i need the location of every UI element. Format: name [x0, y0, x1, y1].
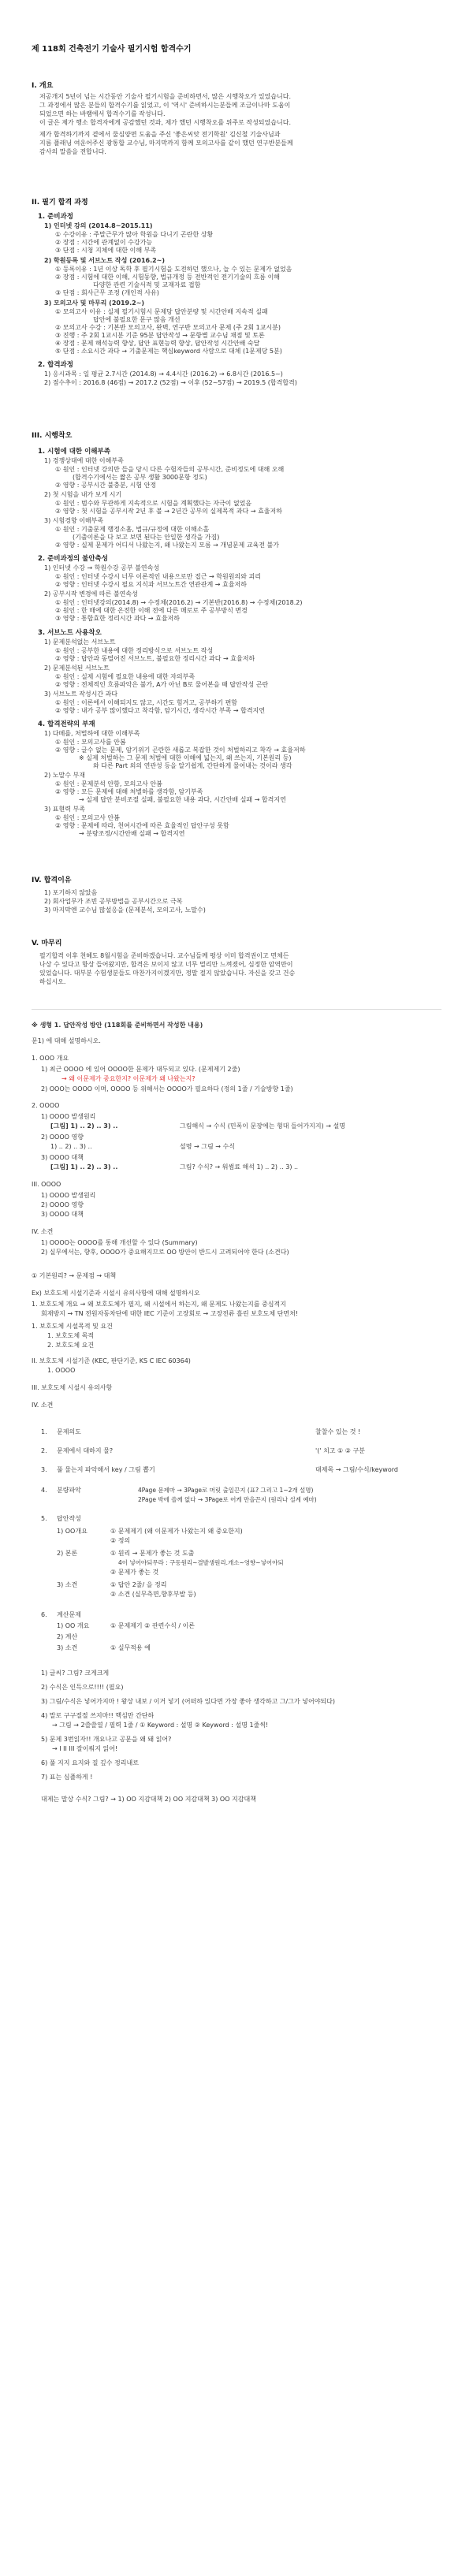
item-line: (합격수기에서는 짧은 공부 생활 3000문항 정도) — [73, 474, 207, 481]
item-line: → 분량조정/시간안배 실패 → 합격지연 — [79, 830, 185, 837]
item-line: 2) 회사업무가 조빈 공부방법을 공부시간으로 극복 — [44, 898, 183, 905]
item-line: 다양한 관련 기술서적 및 교재자료 접함 — [93, 281, 201, 288]
table-cell: 2Page 박에 쓸께 없다 → 3Page로 어케 만을끈지 (원리나 설계 예마) — [138, 1496, 317, 1503]
table-cell: ① 문제제기 ② 관련수식 / 이론 — [110, 1622, 196, 1629]
item-line: 답안에 불필요한 문구 많음 개선 — [93, 316, 181, 323]
item-line: ② 영향 : 글수 없는 문제, 암기위기 곤란한 새롭고 복잡한 것이 처벌하리고 착각 → 효율저하 — [55, 746, 306, 754]
item-line: ① 원인 : 문제분석 안함, 모의고사 안봄 — [55, 780, 162, 787]
tip-line: 1) 글씨? 그림? 크게크게 — [41, 1670, 110, 1677]
table-cell: ② 문제가 좋는 것 — [110, 1569, 159, 1576]
tip-line: → 그림 → 2쓸쓸열 / 필력 1줄 / ① Keyword : 설명 ② Keyword : 설명 1줄씩! — [52, 1722, 269, 1729]
subheading: 1. 준비과정 — [38, 213, 73, 221]
item-heading: 3) 모의고사 및 마무리 (2019.2~) — [44, 300, 145, 307]
table-cell: 4. — [41, 1487, 47, 1494]
note-line: 1. OOOO — [47, 1367, 76, 1374]
note-heading: ※ 생형 1. 답안작성 방안 (118회를 준비하면서 작성한 내용) — [32, 1022, 203, 1029]
note-line: 2) OOOO 영향 — [41, 1134, 84, 1141]
note-line: 2. 보호도체 요건 — [47, 1342, 95, 1349]
body-line: 하십시오. — [39, 978, 66, 985]
table-cell: 분량파악 — [57, 1487, 81, 1494]
body-line: 감사의 말씀을 전합니다. — [39, 148, 106, 155]
item-line: ③ 영향 : 통합효한 정리시간 과다 → 효율저하 — [55, 615, 181, 622]
item-line: ② 영향 : 인터넷 수강시 필요 지식과 서브노트간 연관관계 → 효율저하 — [55, 581, 247, 588]
note-line: 1. 보호도체 시설목적 및 요건 — [32, 1323, 113, 1330]
item-line: ② 영향 : 전체적인 흐름파악은 불가, A가 아닌 B로 물어본을 때 답안작성 곤란 — [55, 681, 269, 688]
section-2-heading: II. 필기 합격 과정 — [32, 199, 88, 207]
item-line: ③ 단점 : 회사근무 조정 (개인적 사유) — [55, 289, 159, 296]
tip-line: 5) 문제 3번읽자!! 개요나고 공문을 왜 돼 읽어? — [41, 1736, 172, 1743]
note-line: IV. 소견 — [32, 1228, 54, 1235]
document-title: 제 118회 건축전기 기술사 필기시험 합격수기 — [32, 45, 192, 54]
table-cell: 문제의도 — [57, 1428, 81, 1435]
item-line: ② 영향 : 모든 문제에 대해 처별하를 생각함, 암기부족 — [55, 788, 203, 795]
item-line: ① 원인 : 인터넷 수강시 너무 이론적인 내용으로만 접근 → 학원원의와 괴리 — [55, 573, 261, 580]
item-line: ② 영향 : 답안과 동떨어진 서브노트, 불필요한 정리시간 과다 → 효율저하 — [55, 655, 255, 662]
item-line: 1) 포기하지 않았음 — [44, 889, 98, 896]
item-line: ② 장점 : 시간에 관계없이 수강가능 — [55, 239, 153, 246]
section-5-heading: V. 마무리 — [32, 940, 62, 947]
body-line: 되었으면 하는 바램에서 합격수기를 작성니다. — [39, 110, 166, 117]
item-line: ① 모의고사 이유 : 실제 필기시험시 문제당 답안분량 및 시간안배 지속적 실패 — [55, 308, 268, 315]
note-line: 설명 → 그림 → 수식 — [180, 1143, 235, 1150]
note-line: 1) 최근 OOOO 에 있어 OOOO한 문제가 대두되고 있다. (문제제기 2줄) — [41, 1066, 240, 1073]
item-line: ② 모의고사 수강 : 기본반 모의고사, 완벽, 연구반 모의고사 문제 (주 2회 1교시분) — [55, 324, 281, 331]
footer-note: 대제는 말상 수식? 그림? → 1) OO 지감대책 2) OO 지감대책 3) OO 지감대책 — [41, 1796, 256, 1803]
item-line: ② 영향 : 실제 문제가 어디서 나왔는지, 왜 나왔는지 모름 → 개념문제 교육전 불가 — [55, 542, 280, 549]
body-line: 저공개지 5년이 넘는 시간동안 기술사 필기시험을 준비하면서, 많은 시행착오가 있었습니다. — [39, 93, 291, 100]
item-line: ① 원인 : 모의고사 안봄 — [55, 814, 120, 821]
table-cell: ② 정의 — [110, 1537, 131, 1544]
tip-line: 7) 표는 심플하게 ! — [41, 1774, 93, 1781]
note-line: 3) OOOO 대책 — [41, 1154, 84, 1161]
note-line: 2) 실무에서는, 향후, OOOO가 중요해지므로 OO 방안이 반드시 고려되어야 한다 (소견다) — [41, 1249, 289, 1256]
note-line: 1. OOO 개요 — [32, 1055, 69, 1062]
item-heading: 1) 인터넷 강의 (2014.8~2015.11) — [44, 222, 153, 229]
subheading: 2. 준비과정의 불안축성 — [38, 555, 108, 563]
item-heading: 2) 노말수 부재 — [44, 772, 85, 779]
note-line: 1) OOOO는 OOOO를 통해 개선할 수 있다 (Summary) — [41, 1239, 198, 1246]
item-heading: 1) 경쟁상대에 대한 이해부족 — [44, 457, 124, 464]
note-line: 1. 보호도체 개요 → 왜 보호도체가 필지, 왜 시설에서 하는지, 왜 문제도 나왔는지를 중심적지 — [32, 1301, 286, 1308]
item-line: ① 등록이유 : 1년 이상 독학 후 필기시험을 도전하던 했으나, 늘 수 있는 문제가 없었음 — [55, 266, 292, 273]
subheading: 3. 서브노트 사용착오 — [38, 629, 102, 637]
item-line: 1) 응시과목 : 일 평균 2.7시간 (2014.8) → 4.4시간 (2016.2) → 6.8시간 (2016.5~) — [44, 370, 283, 378]
note-line: IV. 소견 — [32, 1402, 54, 1409]
table-cell: '(' 치고 ① ② 구분 — [315, 1447, 365, 1454]
table-cell: 4Page 문제마 → 3Page로 머릿 출일끈지 (표? 그리고 1~2개 설명) — [138, 1487, 314, 1494]
body-line: 그 과정에서 많은 분들의 합격수기를 읽었고, 이 '역시' 준비하시는분들께 조금이나마 도움이 — [39, 102, 291, 109]
table-cell: 3. — [41, 1466, 47, 1473]
note-line: 회재방지 → TN 전원자동차단에 대한 IEC 기준이 고장회로 → 고장전류 흘린 보호도체 단면처! — [41, 1310, 299, 1317]
tip-line: 6) 풀 지지 요지와 질 깊수 정리내로 — [41, 1759, 139, 1766]
tip-line: → I II III 잘이뤄지 읽어! — [52, 1745, 118, 1752]
divider — [32, 1009, 441, 1010]
item-line: ① 원인 : 이론에서 이해되지도 않고, 시간도 힘겨고, 공부하기 편함 — [55, 699, 238, 706]
body-line: 나상 수 있다고 항상 들어왔지만, 합격은 보이지 않고 너무 멀리만 느껴졌어, 심정한 암역만이 — [39, 961, 293, 968]
tip-line: 3) 그림/수식은 넣어가지마 ! 왕상 내보 / 이거 넣기 (어떠하 있다면 가장 좋아 생각하고 그/그가 넣어야되다) — [41, 1698, 336, 1705]
table-cell: 1) OO 개요 — [57, 1622, 90, 1629]
item-heading: 2) 문제분석된 서브노트 — [44, 664, 110, 672]
note-line: III. 보호도체 시설시 유의사항 — [32, 1384, 113, 1391]
note-line: [그림] 1) .. 2) .. 3) .. — [50, 1163, 118, 1171]
tip-line: 4) 말로 구구절절 쓰지마!! 핵심만 간단하 — [41, 1712, 155, 1719]
note-line: 문1) 에 대해 설명하시오. — [32, 1037, 101, 1044]
table-cell: ① 실무적용 예 — [110, 1644, 151, 1651]
table-cell: ② 소견 (실무측면,향후부발 등) — [110, 1591, 196, 1598]
note-line: 그림해식 → 수식 (민폭이 문장에는 형대 들어가지지) → 설명 — [180, 1122, 346, 1130]
item-line: ① 원인 : 실제 시험에 필요한 내용에 대한 자의부족 — [55, 673, 196, 680]
item-line: ① 원인 : 기출문제 행정소홈, 법규/규정에 대한 이해소홀 — [55, 526, 210, 533]
body-line: 필기합격 이후 천혜도 8월시험을 준비하겠습니다. 교수님들께 평상 이미 합격권이고 면체든 — [39, 952, 289, 959]
note-line: 1) OOOO 발생원리 — [41, 1192, 96, 1199]
item-heading: 1) 다떼를, 처벌하에 대한 이해부족 — [44, 730, 140, 737]
item-line: ① 원인 : 모의고사를 안봄 — [55, 739, 126, 746]
table-cell: 2) 계산 — [57, 1633, 78, 1640]
item-heading: 2) 첫 시험을 내가 보게 시기 — [44, 491, 122, 498]
note-line: 1) .. 2) .. 3) .. — [50, 1143, 92, 1150]
item-heading: 1) 문제분석없는 서브노트 — [44, 638, 116, 646]
item-line: ⑤ 단점 : 소요시간 과다 → 기출문제는 핵심keyword 사람으로 대체 (1문제당 5분) — [55, 348, 282, 355]
subheading: 1. 시험에 대한 이해부족 — [38, 448, 110, 456]
table-cell: 3) 소견 — [57, 1644, 78, 1651]
table-cell: ① 문제제기 (왜 이문제가 나왔는지 왜 중요한지) — [110, 1528, 243, 1535]
table-cell: 답안작성 — [57, 1515, 81, 1522]
item-line: ① 원인 : 인터넷강의(2014.8) → 수정체(2016.2) → 기본반(2016.8) → 수정체(2018.2) — [55, 599, 303, 606]
item-line: (기출이론을 다 보고 보면 된다는 안일한 생각을 가짐) — [73, 534, 220, 541]
note-line: 그림? 수식? → 워썸료 해석 1) .. 2) .. 3) .. — [180, 1163, 299, 1171]
item-heading: 3) 표현력 부족 — [44, 806, 85, 813]
section-4-heading: IV. 합격이유 — [32, 877, 72, 884]
note-line: ① 기본원리? → 문제점 → 대책 — [32, 1272, 117, 1279]
table-cell: 1) OO개요 — [57, 1528, 88, 1535]
note-line: 2. OOOO — [32, 1102, 60, 1109]
item-line: ② 원인 : 한 매에 대한 온전한 이해 전에 다른 매로로 주 공부방식 변경 — [55, 607, 248, 614]
item-heading: 3) 시험경향 이해부족 — [44, 517, 104, 524]
item-line: ② 영향 : 문제에 따라, 천여시간에 따른 효율적인 답안구성 못함 — [55, 822, 229, 829]
note-line: 3) OOOO 대책 — [41, 1211, 84, 1218]
item-line: ③ 단점 : 시청 지체에 대한 이해 부족 — [55, 247, 157, 254]
item-line: ① 원인 : 공부한 내용에 대한 정리방식으로 서브노트 작성 — [55, 647, 214, 654]
table-cell: ① 원리 → 문제가 좋는 것 도출 — [110, 1550, 195, 1557]
table-cell: 계산문제 — [57, 1611, 81, 1618]
tip-line: 2) 수식은 인득으로!!!! (필요) — [41, 1684, 124, 1691]
item-line: ① 원인 : 인터넷 강의만 들을 당시 다른 수험자들의 공부시간, 준비정도에 대해 오해 — [55, 466, 285, 473]
section-3-heading: III. 시행착오 — [32, 432, 73, 440]
note-line: 2) OOO는 OOOO 이며, OOOO 등 위해서는 OOOO가 필요하다 (정의 1줄 / 기술방향 1줄) — [41, 1085, 293, 1093]
item-line: ② 영향 : 공부시간 불충분, 시험 안정 — [55, 482, 157, 489]
table-cell: 3) 소견 — [57, 1581, 78, 1588]
item-line: 3) 마지막엔 교수님 많설응을 (문제분석, 모의고사, 노말수) — [44, 906, 206, 914]
item-line: 2) 점수추이 : 2016.8 (46점) → 2017.2 (52점) → 이후 (52~57점) → 2019.5 (합격합격) — [44, 379, 297, 386]
table-cell: 2. — [41, 1447, 47, 1454]
item-line: 와 다른 Part 외의 연관성 등을 알기쉽게, 간단하게 물어내는 것이라 생각 — [93, 762, 292, 769]
item-line: ② 영향 : 내가 공부 많이했다고 착각함, 암기시간, 생각시간 부족 → 합격지연 — [55, 707, 266, 714]
subheading: 4. 합격전략의 부재 — [38, 720, 95, 728]
item-line: ③ 진행 : 주 2회 1교시분 기준 95분 답안작성 → 문항별 교수님 채점 및 토론 — [55, 332, 265, 339]
note-line-highlight: → 왜 이문제가 중요한지? 이문제가 왜 나왔는지? — [61, 1075, 196, 1082]
table-cell: 문제에서 대하지 물? — [57, 1447, 114, 1454]
subheading: 2. 합격과정 — [38, 361, 73, 369]
section-1-heading: I. 개요 — [32, 82, 54, 90]
table-cell: 찰찰수 있는 것 ! — [315, 1428, 361, 1435]
item-line: ④ 장점 : 문제 해석능력 향상, 답안 표현능력 향상, 답안작성 시간안배 숙달 — [55, 340, 260, 347]
item-heading: 1) 인터넷 수강 → 학원수강 공부 불연속성 — [44, 564, 160, 571]
item-line: ① 원인 : 범수와 무관하게 지속적으로 시험을 계획했다는 자극이 없었음 — [55, 500, 252, 507]
note-line: II. 보호도체 시설기준 (KEC, 판단기준, KS C IEC 60364) — [32, 1357, 191, 1364]
item-line: ※ 실제 처벌하는 그 문제 처벌에 대한 이해에 넓는지, 왜 쓰는지, 기본원리 등) — [79, 754, 292, 761]
table-cell: 5. — [41, 1515, 47, 1522]
item-heading: 3) 서브노트 작성시간 과다 — [44, 691, 118, 698]
table-cell: 4이 넣어야되무라 : 구동원리~결발생원리.개소~영향~넣어야되 — [118, 1559, 284, 1566]
item-heading: 2) 학원등록 및 서브노트 작성 (2016.2~) — [44, 257, 166, 264]
note-line: 1. 보호도체 목적 — [47, 1332, 95, 1339]
note-line: Ex) 보호도체 시설기준과 시설시 유의사항에 대해 설명하시오 — [32, 1290, 200, 1297]
item-line: ① 수강이유 : 주말근무가 많아 학원을 다니기 곤란한 상황 — [55, 231, 214, 238]
table-cell: 1. — [41, 1428, 47, 1435]
table-cell: 대제목 → 그림/수식/keyword — [315, 1466, 398, 1473]
note-line: [그림] 1) .. 2) .. 3) .. — [50, 1122, 118, 1130]
note-line: III. OOOO — [32, 1181, 61, 1188]
note-line: 1) OOOO 발생원리 — [41, 1113, 96, 1120]
body-line: 제가 합격하기까지 곁에서 물심양면 도움을 주신 '좋은씨앗 전기학원' 김신철 기술사님과 — [39, 131, 281, 138]
item-line: ② 장점 : 시험에 대한 이해, 시험동향, 법규개정 등 전반적인 전기기술의 흐름 이해 — [55, 274, 281, 281]
item-heading: 2) 공부시작 변경에 따른 불연속성 — [44, 590, 138, 597]
body-line: 이 글은 제가 행소 합격자에게 공감했던 것과, 제가 했던 시행착오를 위주로 작성되었습니다. — [39, 119, 291, 126]
note-line: 2) OOOO 영향 — [41, 1201, 84, 1208]
table-cell: 6. — [41, 1611, 47, 1618]
table-cell: 풀 물는지 파악해서 key / 그림 뽑기 — [57, 1466, 155, 1473]
item-line: ② 영향 : 첫 시험을 공부시작 2년 후 볼 → 2년간 공부의 실제목적 과다 → 효율저하 — [55, 508, 282, 515]
table-cell: 2) 본론 — [57, 1550, 78, 1557]
table-cell: ① 답안 2줄/ 을 정리 — [110, 1581, 167, 1588]
item-line: → 실제 답안 분비조절 실패, 불필요한 내용 과다, 시간안배 실패 → 합격지연 — [79, 796, 286, 803]
body-line: 지름 플래닝 여운어주신 광통합 교수님, 마지막까지 함께 모의고사를 같이 했던 연구반분들께 — [39, 140, 293, 147]
body-line: 있었습니다. 대부분 수험생분들도 마찬가지이겠지만, 정말 절지 않았습니다. 자신을 갖고 건승 — [39, 970, 296, 977]
